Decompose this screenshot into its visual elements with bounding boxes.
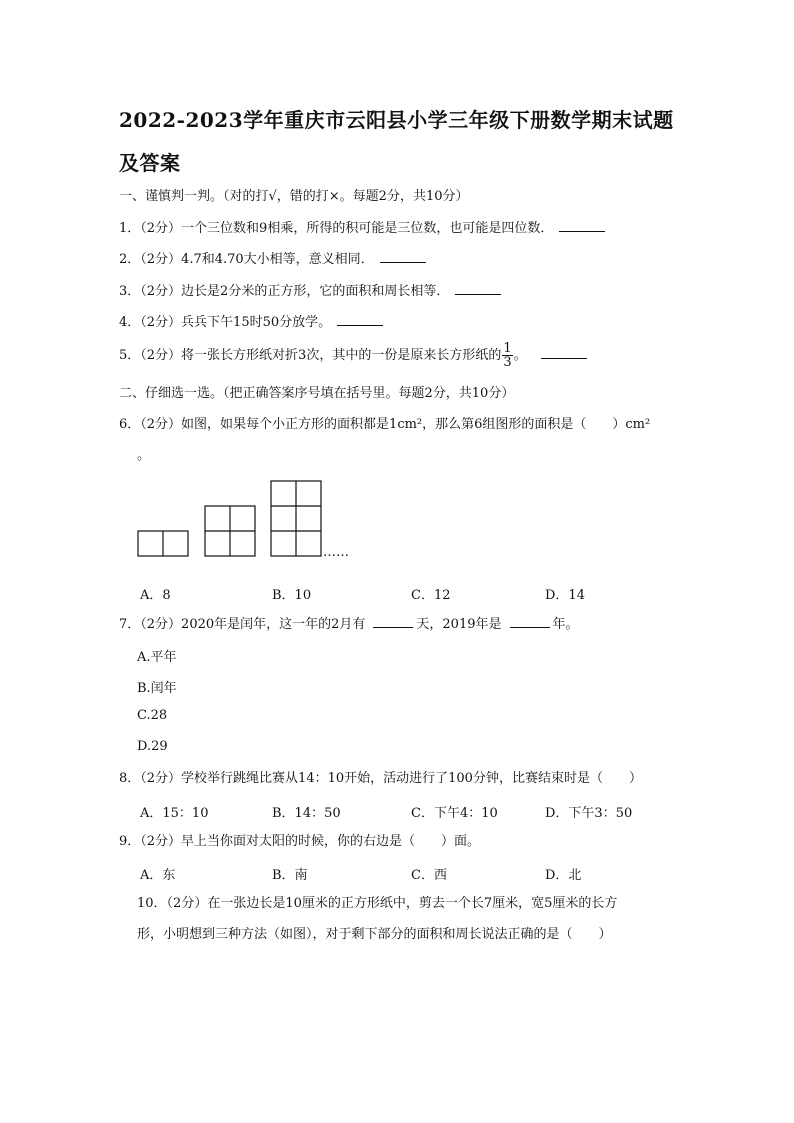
question-4 (119, 313, 383, 332)
question-7-option-d[interactable]: D.29 (137, 739, 168, 754)
answer-blank-1[interactable] (559, 219, 605, 232)
question-6-option-d[interactable]: D．14 (545, 588, 585, 603)
question-5 (119, 342, 587, 370)
question-10-line1: 10．（2分）在一张边长是10厘米的正方形纸中，剪去一个长7厘米，宽5厘米的长方 (137, 896, 618, 911)
document-title-line1: 2022-2023学年重庆市云阳县小学三年级下册数学期末试题 (119, 108, 674, 132)
answer-blank-7a[interactable] (373, 615, 413, 628)
fraction-numerator: 1 (503, 341, 512, 356)
question-9-option-a[interactable]: A．东 (140, 868, 176, 883)
question-4-text: 4．（2分）兵兵下午15时50分放学。 (119, 315, 332, 330)
square-pattern-figure (130, 472, 360, 560)
question-3 (119, 282, 501, 301)
question-9-option-b[interactable]: B．南 (272, 868, 308, 883)
question-7 (119, 615, 579, 634)
question-6-option-c[interactable]: C．12 (411, 588, 451, 603)
question-9-option-d[interactable]: D．北 (545, 868, 582, 883)
fraction-denominator: 3 (503, 355, 512, 370)
question-9-text: 9．（2分）早上当你面对太阳的时候，你的右边是（ ）面。 (119, 834, 481, 849)
question-1 (119, 219, 605, 238)
question-3-text: 3．（2分）边长是2分米的正方形，它的面积和周长相等． (119, 284, 450, 299)
answer-blank-3[interactable] (455, 282, 501, 295)
answer-blank-5[interactable] (541, 346, 587, 359)
pattern-ellipsis: …… (323, 545, 349, 560)
question-6-option-b[interactable]: B．10 (272, 588, 312, 603)
fraction-one-third (502, 342, 512, 369)
question-9-option-c[interactable]: C．西 (411, 868, 447, 883)
answer-blank-2[interactable] (380, 250, 426, 263)
question-8-option-d[interactable]: D．下午3：50 (545, 806, 633, 821)
question-6-wrap: 。 (137, 448, 151, 463)
question-8-option-a[interactable]: A．15：10 (140, 806, 209, 821)
question-8-option-b[interactable]: B．14：50 (272, 806, 341, 821)
answer-blank-7b[interactable] (510, 615, 550, 628)
question-5-text: 5．（2分）将一张长方形纸对折3次，其中的一份是原来长方形纸的 (119, 348, 502, 363)
question-7-option-a[interactable]: A.平年 (137, 650, 177, 665)
question-2 (119, 250, 426, 269)
question-1-text: 1．（2分）一个三位数和9相乘，所得的积可能是三位数，也可能是四位数． (119, 221, 554, 236)
answer-blank-4[interactable] (337, 313, 383, 326)
question-7-option-c[interactable]: C.28 (137, 708, 168, 723)
question-7-text-1: 7．（2分）2020年是闰年，这一年的2月有 (119, 617, 366, 632)
section1-heading: 一、谨慎判一判。（对的打√，错的打×。每题2分，共10分） (119, 189, 469, 204)
question-8-option-c[interactable]: C．下午4：10 (411, 806, 498, 821)
question-6-option-a[interactable]: A．8 (140, 588, 171, 603)
document-title-line2: 及答案 (119, 151, 181, 175)
question-10-line2: 形，小明想到三种方法（如图），对于剩下部分的面积和周长说法正确的是（ ） (137, 927, 612, 942)
question-2-text: 2．（2分）4.7和4.70大小相等，意义相同． (119, 252, 374, 267)
question-5-end: 。 (513, 348, 527, 363)
question-7-text-3: 年。 (552, 617, 579, 632)
question-8-text: 8．（2分）学校举行跳绳比赛从14：10开始，活动进行了100分钟，比赛结束时是（ ） (119, 771, 642, 786)
section2-heading: 二、仔细选一选。（把正确答案序号填在括号里。每题2分，共10分） (119, 386, 515, 401)
question-6-text: 6．（2分）如图，如果每个小正方形的面积都是1cm²，那么第6组图形的面积是（ ）cm² (119, 417, 651, 432)
question-7-option-b[interactable]: B.闰年 (137, 681, 177, 696)
question-7-text-2: 天，2019年是 (416, 617, 502, 632)
